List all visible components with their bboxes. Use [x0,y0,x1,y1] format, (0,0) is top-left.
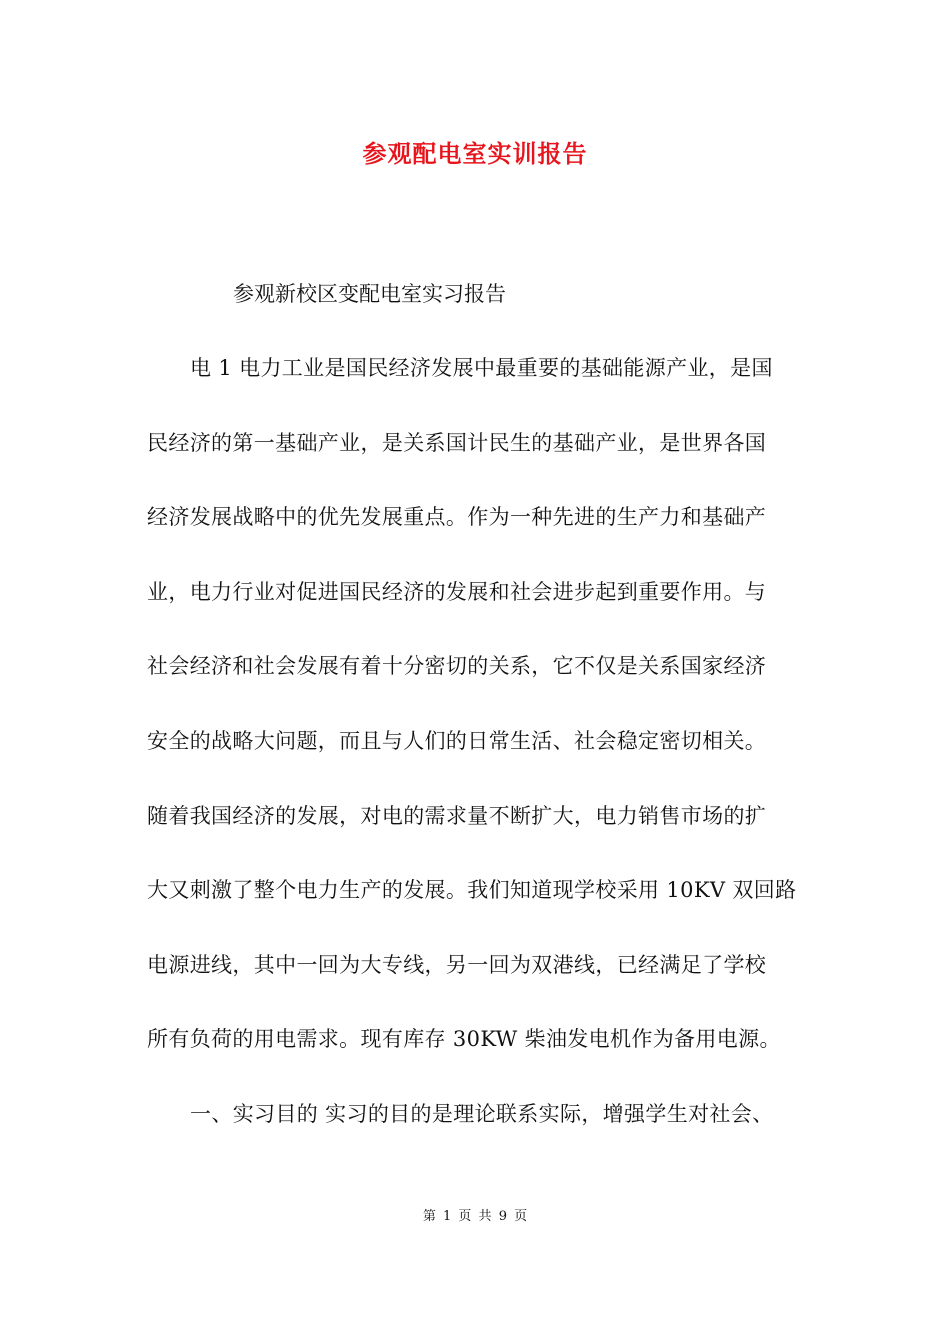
body-line: 安全的战略大问题，而且与人们的日常生活、社会稳定密切相关。 [147,728,767,753]
document-title: 参观配电室实训报告 [362,139,588,168]
document-subtitle: 参观新校区变配电室实习报告 [233,282,506,306]
body-line: 电源进线，其中一回为大专线，另一回为双港线，已经满足了学校 [147,952,767,977]
body-line: 民经济的第一基础产业，是关系国计民生的基础产业，是世界各国 [147,430,767,455]
body-line: 所有负荷的用电需求。现有库存 30KW 柴油发电机作为备用电源。 [147,1027,781,1052]
page-number-footer: 第 1 页 共 9 页 [422,1209,528,1224]
body-line: 一、实习目的 实习的目的是理论联系实际，增强学生对社会、 [190,1101,774,1126]
body-line: 经济发展战略中的优先发展重点。作为一种先进的生产力和基础产 [147,505,767,530]
body-line: 随着我国经济的发展，对电的需求量不断扩大，电力销售市场的扩 [147,803,767,828]
body-line: 大又刺激了整个电力生产的发展。我们知道现学校采用 10KV 双回路 [147,878,797,903]
body-line: 业，电力行业对促进国民经济的发展和社会进步起到重要作用。与 [147,579,767,604]
document-body [147,350,809,1171]
body-line: 电 1 电力工业是国民经济发展中最重要的基础能源产业，是国 [190,356,773,380]
body-line: 社会经济和社会发展有着十分密切的关系，它不仅是关系国家经济 [147,654,767,679]
